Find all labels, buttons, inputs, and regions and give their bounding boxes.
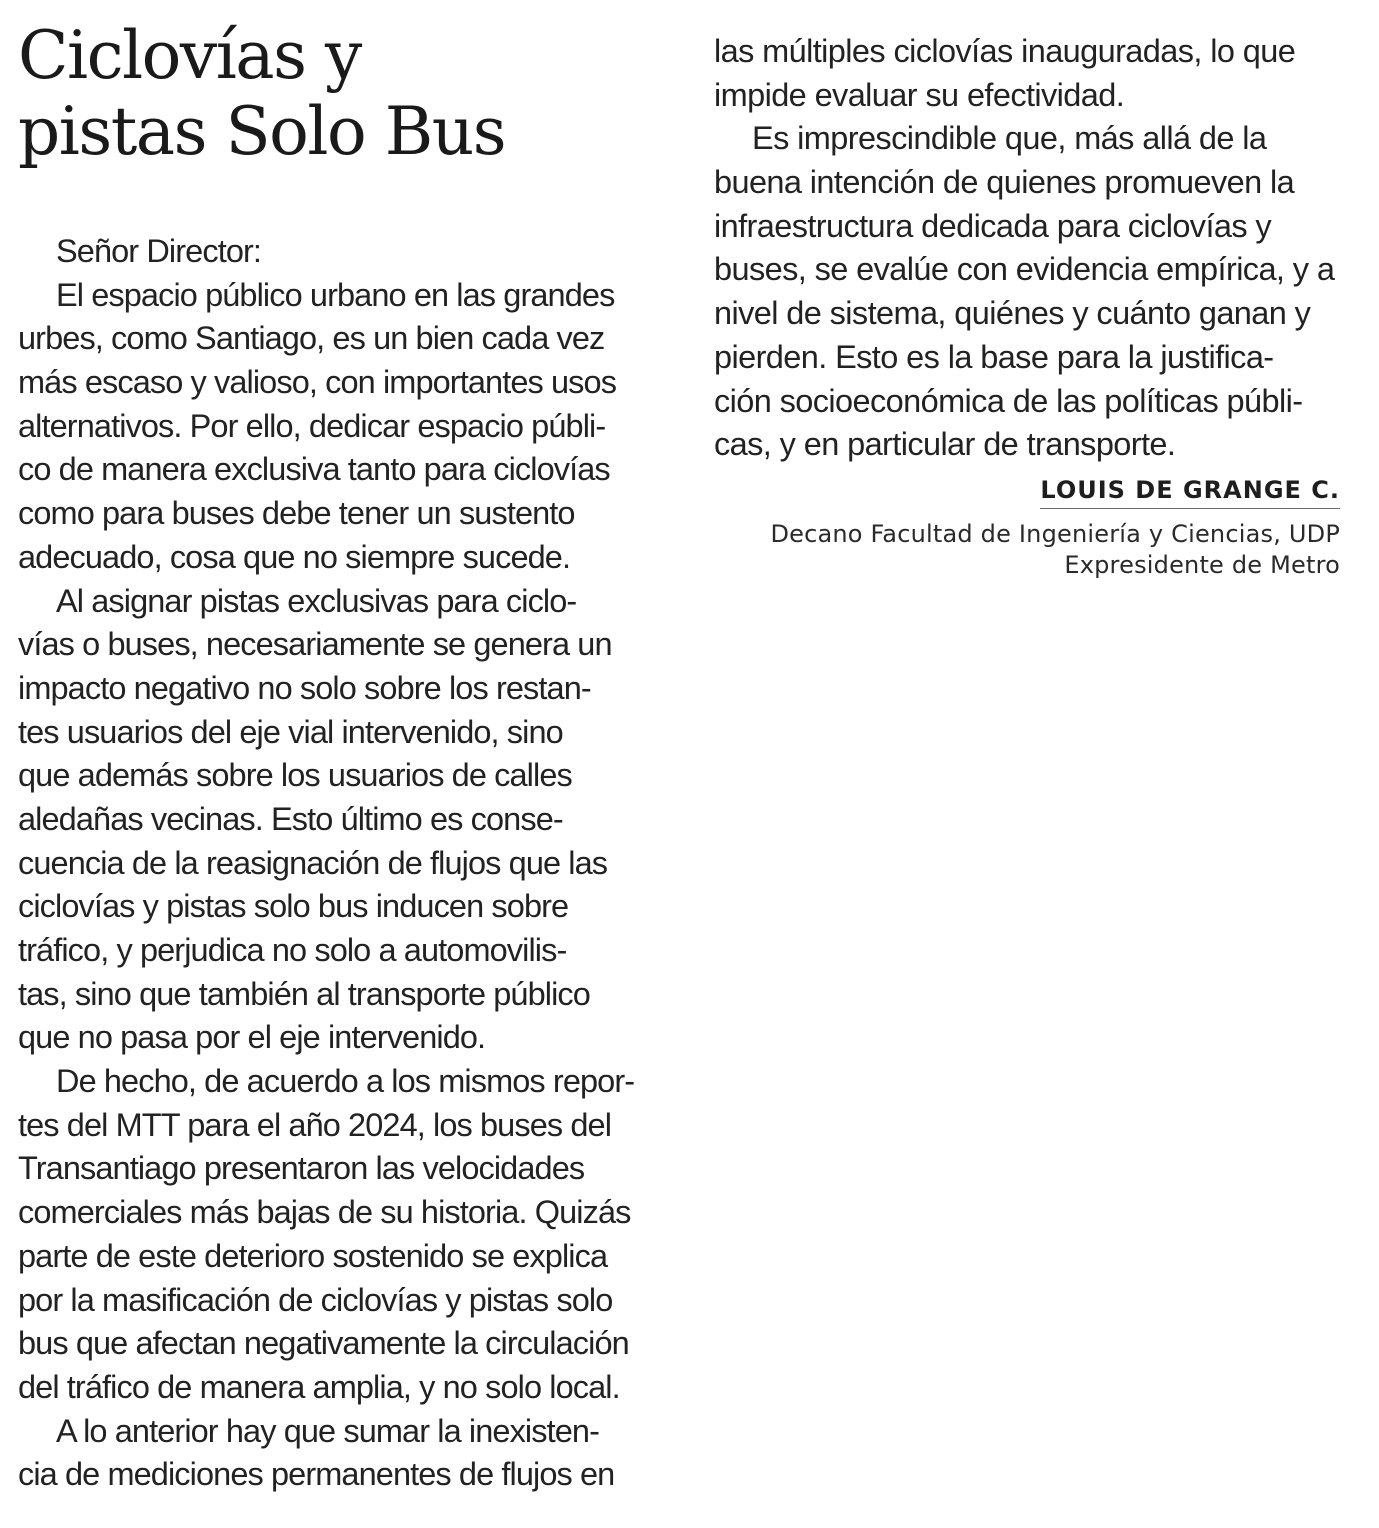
body-line: comerciales más bajas de su historia. Quizás (18, 1194, 631, 1231)
author-role-line-1: Decano Facultad de Ingeniería y Ciencias, UDP (770, 520, 1340, 548)
title-line-2: pistas Solo Bus (18, 93, 506, 170)
body-line: tas, sino que también al transporte público (18, 975, 590, 1012)
body-line: cas, y en particular de transporte. (714, 426, 1176, 463)
body-line: vías o buses, necesariamente se genera un (18, 626, 612, 663)
body-line: alternativos. Por ello, dedicar espacio públi- (18, 407, 606, 444)
body-line: ción socioeconómica de las políticas públi- (714, 382, 1303, 419)
body-line: cia de mediciones permanentes de flujos en (18, 1456, 615, 1493)
body-line: como para buses debe tener un sustento (18, 495, 575, 532)
body-line: bus que afectan negativamente la circulación (18, 1325, 629, 1362)
body-line: parte de este deterioro sostenido se explica (18, 1237, 608, 1274)
body-line: adecuado, cosa que no siempre sucede. (18, 538, 571, 575)
author-name: LOUIS DE GRANGE C. (1040, 476, 1340, 509)
salutation: Señor Director: (56, 233, 262, 269)
body-line: co de manera exclusiva tanto para ciclovías (18, 451, 610, 488)
body-line: ciclovías y pistas solo bus inducen sobre (18, 888, 569, 925)
body-line: Al asignar pistas exclusivas para ciclo- (56, 582, 577, 619)
body-line: cuencia de la reasignación de flujos que las (18, 844, 608, 881)
title-line-1: Ciclovías y (18, 17, 361, 94)
body-line: aledañas vecinas. Esto último es conse- (18, 800, 563, 837)
body-line: que además sobre los usuarios de calles (18, 757, 572, 794)
body-line: infraestructura dedicada para ciclovías y (714, 207, 1272, 244)
body-line: urbes, como Santiago, es un bien cada vez (18, 320, 605, 357)
body-line: las múltiples ciclovías inauguradas, lo que (714, 33, 1296, 69)
body-line: tráfico, y perjudica no solo a automovilis- (18, 932, 567, 968)
signature-block (714, 476, 1340, 581)
body-line: tes usuarios del eje vial intervenido, sino (18, 713, 563, 750)
body-line: De hecho, de acuerdo a los mismos repor- (56, 1063, 635, 1100)
article-title (18, 18, 678, 170)
body-line: más escaso y valioso, con importantes usos (18, 364, 617, 401)
body-line: por la masificación de ciclovías y pistas solo (18, 1281, 613, 1318)
body-line: que no pasa por el eje intervenido. (18, 1019, 486, 1056)
body-line: buena intención de quienes promueven la (714, 164, 1295, 201)
body-line: Es imprescindible que, más allá de la (752, 120, 1267, 157)
body-line: tes del MTT para el año 2024, los buses del (18, 1106, 612, 1143)
body-line: nivel de sistema, quiénes y cuánto ganan y (714, 295, 1311, 332)
letter-body-left-column (18, 230, 658, 1497)
body-line: del tráfico de manera amplia, y no solo local. (18, 1368, 620, 1405)
author-role-line-2: Expresidente de Metro (1064, 551, 1340, 579)
body-line: buses, se evalúe con evidencia empírica, y a (714, 251, 1335, 288)
body-line: El espacio público urbano en las grandes (56, 276, 615, 313)
letter-body-right-column (714, 30, 1349, 467)
body-line: impacto negativo no solo sobre los restan- (18, 669, 591, 706)
body-line: A lo anterior hay que sumar la inexisten- (56, 1412, 599, 1449)
body-line: Transantiago presentaron las velocidades (18, 1150, 585, 1187)
body-line: impide evaluar su efectividad. (714, 76, 1125, 113)
body-line: pierden. Esto es la base para la justifica- (714, 338, 1274, 375)
